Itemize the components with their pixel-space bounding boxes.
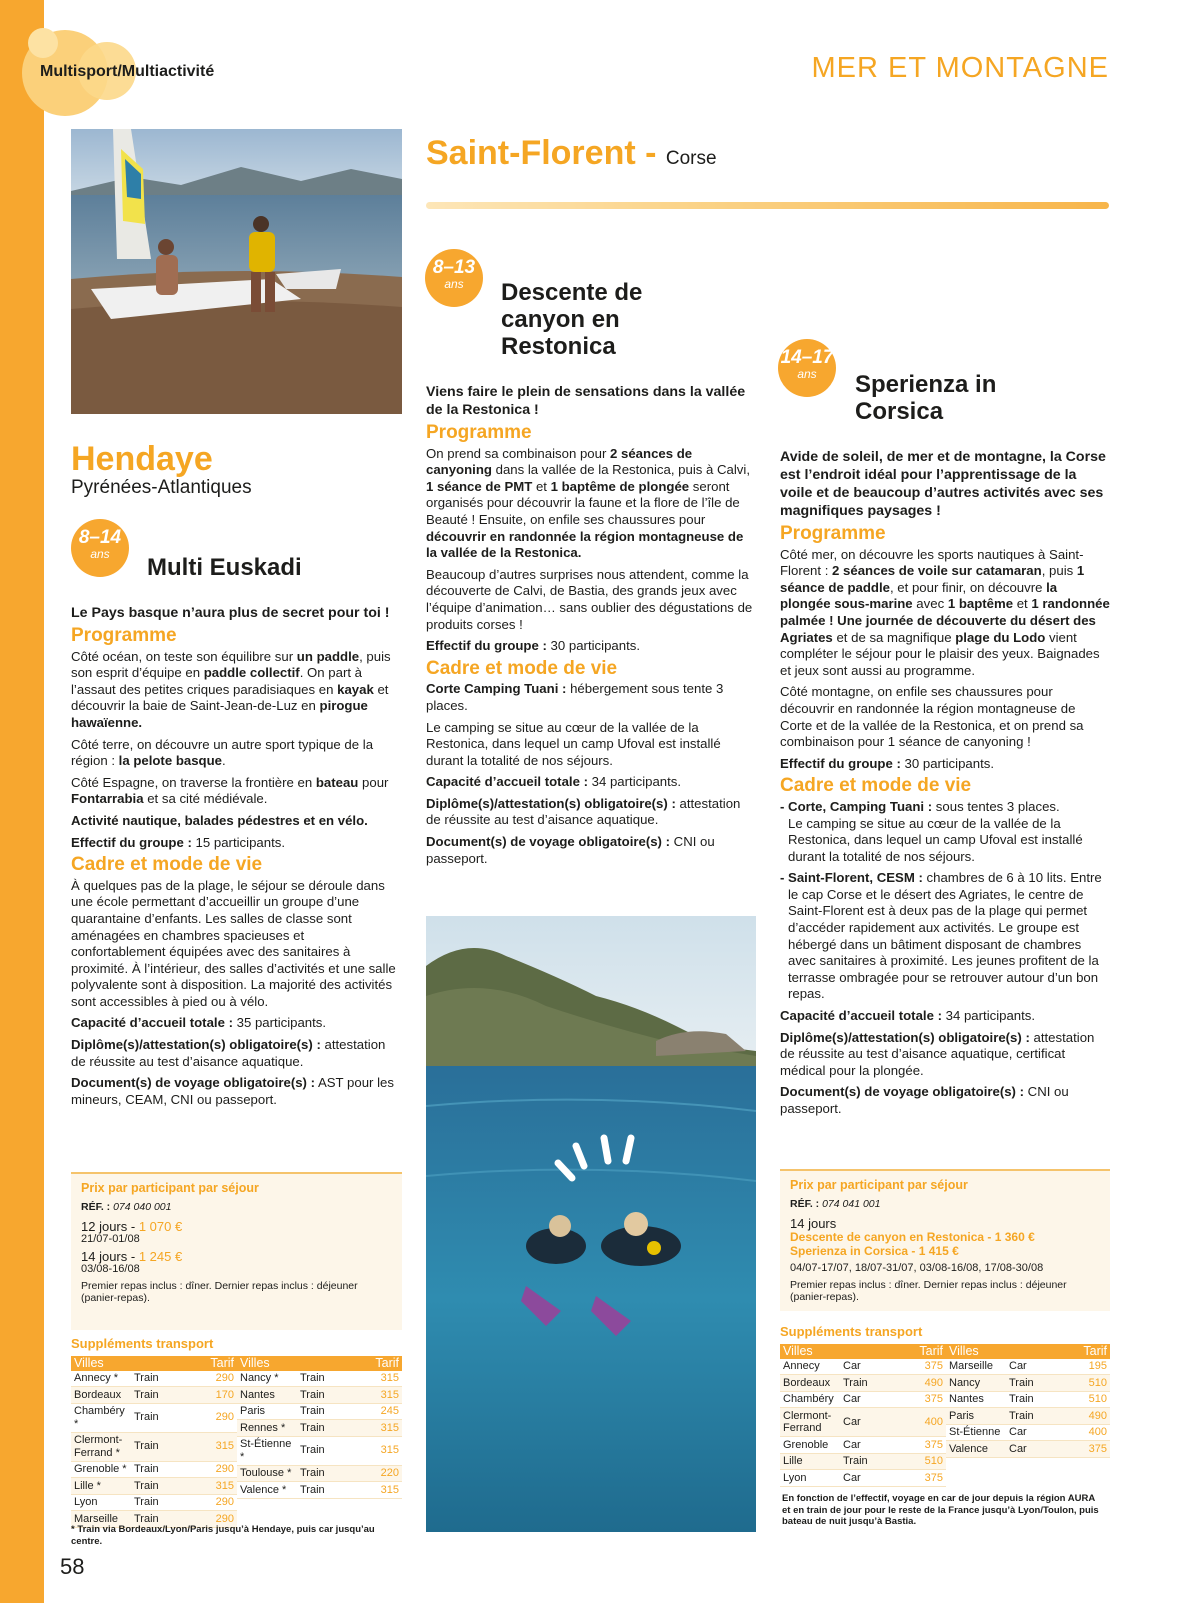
table-row xyxy=(780,1391,946,1408)
meal-note: Premier repas inclus : dîner. Dernier repas inclus : déjeuner (panier-repas). xyxy=(81,1280,358,1304)
price-cell: 400 xyxy=(1059,1424,1110,1441)
transport-supplements-title: Suppléments transport xyxy=(780,1324,923,1339)
dates: 03/08-16/08 xyxy=(81,1263,140,1275)
table-row xyxy=(946,1441,1110,1458)
transport-supplements-title: Suppléments transport xyxy=(71,1336,214,1351)
table-row xyxy=(71,1432,237,1461)
city-cell: Nancy * xyxy=(237,1371,297,1387)
intro-text: Le Pays basque n’aura plus de secret pour toi ! xyxy=(71,605,390,621)
page-number: 58 xyxy=(60,1554,85,1579)
mode-cell: Train xyxy=(840,1375,894,1392)
corte-lodging: - Corte, Camping Tuani : sous tentes 3 places. xyxy=(780,798,1060,814)
city-cell: Nantes xyxy=(237,1387,297,1404)
header-villes: Villes xyxy=(780,1344,840,1359)
programme-paragraph: Côté Espagne, on traverse la frontière en bateau pour Fontarrabia et sa cité médiévale. xyxy=(71,774,389,807)
price-cell: 490 xyxy=(894,1375,946,1392)
price-cell: 245 xyxy=(350,1403,402,1420)
reference: RÉF. : 074 040 001 xyxy=(81,1201,172,1213)
table-row xyxy=(780,1359,946,1375)
city-cell: Paris xyxy=(237,1403,297,1420)
mode-cell: Train xyxy=(297,1436,350,1465)
diploma: Diplôme(s)/attestation(s) obligatoire(s) : attestation de réussite au test d’aisance aquatique, certificat médical pour la plongée. xyxy=(780,1029,1095,1078)
city-cell: Grenoble xyxy=(780,1437,840,1454)
city-cell: Rennes * xyxy=(237,1420,297,1437)
price-cell: 290 xyxy=(185,1461,237,1478)
section-label: Multisport/Multiactivité xyxy=(40,63,215,80)
age-range: 14–17 xyxy=(780,347,834,368)
transport-table xyxy=(237,1356,402,1499)
city-cell: Valence * xyxy=(237,1482,297,1499)
price-cell: 290 xyxy=(185,1371,237,1387)
price-cell: 290 xyxy=(185,1511,237,1528)
mode-cell: Car xyxy=(1006,1424,1059,1441)
dates: 21/07-01/08 xyxy=(81,1233,140,1245)
header-tarif: Tarif xyxy=(1059,1344,1110,1359)
mode-cell: Train xyxy=(297,1387,350,1404)
price-cell: 375 xyxy=(894,1359,946,1375)
mode-cell: Train xyxy=(131,1371,185,1387)
table-row xyxy=(946,1375,1110,1392)
programme-paragraph: Côté océan, on teste son équilibre sur un paddle, puis son esprit d’équipe en paddle collectif. On part à l’assaut des petites criques paradisiaques en kayak et découvrir la baie de Saint-Jean-de-Luz en pirogue hawaïenne. xyxy=(71,648,391,730)
capacity: Capacité d’accueil totale : 34 participants. xyxy=(780,1008,1036,1024)
price-cell: 290 xyxy=(185,1494,237,1511)
region-subtitle: Pyrénées-Atlantiques xyxy=(71,477,252,498)
price-cell: 375 xyxy=(894,1437,946,1454)
price-cell: 170 xyxy=(185,1387,237,1404)
table-row xyxy=(780,1408,946,1437)
city-cell: Chambéry * xyxy=(71,1403,131,1432)
age-unit: ans xyxy=(797,367,817,381)
transport-footnote: En fonction de l’effectif, voyage en car de jour depuis la région AURA et en train de jour pour le reste de la France jusqu’à Lyon/Toulon, puis bateau de nuit jusqu’à Bastia. xyxy=(782,1493,1099,1527)
snorkeling-photo xyxy=(426,916,756,1532)
city-cell: St-Étienne xyxy=(946,1424,1006,1441)
age-unit: ans xyxy=(444,277,464,291)
city-cell: Paris xyxy=(946,1408,1006,1425)
transport-footnote: * Train via Bordeaux/Lyon/Paris jusqu’à Hendaye, puis car jusqu’au centre. xyxy=(71,1524,375,1547)
city-cell: Grenoble * xyxy=(71,1461,131,1478)
price-cell: 510 xyxy=(1059,1391,1110,1408)
camping-line: Corte Camping Tuani : hébergement sous tente 3 places. xyxy=(426,681,724,713)
group-size: Effectif du groupe : 30 participants. xyxy=(780,755,994,771)
table-row xyxy=(71,1387,237,1404)
price-cell: 510 xyxy=(1059,1375,1110,1392)
capacity: Capacité d’accueil totale : 34 participants. xyxy=(426,774,682,790)
travel-documents: Document(s) de voyage obligatoire(s) : CNI ou passeport. xyxy=(780,1084,1069,1116)
city-cell: Marseille xyxy=(71,1511,131,1528)
duration-price: 14 jours - 1 245 € xyxy=(81,1249,183,1264)
cadre-heading: Cadre et mode de vie xyxy=(71,854,263,876)
city-cell: Lille * xyxy=(71,1478,131,1495)
mode-cell: Train xyxy=(1006,1391,1059,1408)
table-row xyxy=(71,1403,237,1432)
mode-cell: Train xyxy=(297,1403,350,1420)
table-row xyxy=(946,1391,1110,1408)
price-cell: 315 xyxy=(350,1387,402,1404)
cadre-heading: Cadre et mode de vie xyxy=(426,657,618,679)
cadre-heading: Cadre et mode de vie xyxy=(780,775,972,797)
transport-table xyxy=(71,1356,237,1528)
table-row xyxy=(780,1453,946,1470)
mode-cell: Train xyxy=(297,1482,350,1499)
group-size: Effectif du groupe : 15 participants. xyxy=(71,834,285,850)
activity-title: Descente de canyon en Restonica xyxy=(501,279,643,360)
age-badge xyxy=(425,249,483,307)
header-tarif: Tarif xyxy=(350,1356,402,1371)
mode-cell: Train xyxy=(131,1511,185,1528)
table-row xyxy=(780,1375,946,1392)
mode-cell: Train xyxy=(1006,1375,1059,1392)
price-cell: 375 xyxy=(894,1470,946,1487)
region-subtitle: Corse xyxy=(665,148,717,169)
table-row xyxy=(946,1359,1110,1375)
cesm-lodging: - Saint-Florent, CESM : chambres de 6 à 10 lits. Entre le cap Corse et le désert des Agriates, le centre de Saint-Florent est à deux pas de la plage qui permet d’accéder rapidement aux activités. Le groupe est hébergé dans un bâtiment disposant de chambres avec sanitaires à proximité. Les jeunes profitent de la terrasse ombragée pour se retrouver autour d’un bon repas. xyxy=(780,870,1102,1002)
mode-cell: Train xyxy=(297,1465,350,1482)
city-cell: Toulouse * xyxy=(237,1465,297,1482)
city-cell: Nantes xyxy=(946,1391,1006,1408)
city-cell: Clermont-Ferrand * xyxy=(71,1432,131,1461)
programme-paragraph: On prend sa combinaison pour 2 séances de canyoning dans la vallée de la Restonica, puis à Calvi, 1 séance de PMT et 1 baptême de plongée seront organisés pour découvrir la faune et la flore de l’île de Beauté ! Ensuite, on enfile ses chaussures pour découvrir en randonnée la région montagneuse de la vallée de la Restonica. xyxy=(426,445,750,561)
sperienza-body xyxy=(780,448,1110,1123)
price-cell: 195 xyxy=(1059,1359,1110,1375)
place-title: Hendaye xyxy=(71,440,213,478)
mode-cell: Train xyxy=(131,1478,185,1495)
city-cell: Nancy xyxy=(946,1375,1006,1392)
city-cell: Bordeaux xyxy=(71,1387,131,1404)
table-row xyxy=(237,1436,402,1465)
price-cell: 510 xyxy=(894,1453,946,1470)
table-row xyxy=(780,1470,946,1487)
duration-price: 12 jours - 1 070 € xyxy=(81,1219,183,1234)
canyon-body xyxy=(426,383,756,872)
age-range: 8–13 xyxy=(432,257,476,278)
page-edge-band xyxy=(0,0,44,1603)
age-range: 8–14 xyxy=(78,527,122,548)
programme-paragraph: Côté mer, on découvre les sports nautiques à Saint-Florent : 2 séances de voile sur catamaran, puis 1 séance de paddle, et pour finir, on découvre la plongée sous-marine avec 1 baptême et 1 randonnée palmée ! Une journée de découverte du désert des Agriates et de sa magnifique plage du Lodo vient compléter le séjour pour le plaisir des yeux. Baignades et jeux sont aussi au programme. xyxy=(780,546,1110,678)
header-villes: Villes xyxy=(237,1356,297,1371)
age-unit: ans xyxy=(90,547,110,561)
price-cell: 315 xyxy=(350,1371,402,1387)
mode-cell: Train xyxy=(131,1461,185,1478)
table-row xyxy=(780,1437,946,1454)
option-price: Descente de canyon en Restonica - 1 360 € xyxy=(790,1230,1035,1244)
activity-title: Multi Euskadi xyxy=(147,554,302,581)
place-title: Saint-Florent - xyxy=(426,134,666,172)
table-row xyxy=(71,1478,237,1495)
header-tarif: Tarif xyxy=(894,1344,946,1359)
table-row xyxy=(71,1494,237,1511)
price-title: Prix par participant par séjour xyxy=(81,1181,259,1195)
table-row xyxy=(237,1482,402,1499)
table-row xyxy=(237,1371,402,1387)
diploma: Diplôme(s)/attestation(s) obligatoire(s) : attestation de réussite au test d’aisance aquatique. xyxy=(426,795,741,828)
city-cell: Annecy * xyxy=(71,1371,131,1387)
city-cell: St-Étienne * xyxy=(237,1436,297,1465)
programme-paragraph: Côté montagne, on enfile ses chaussures pour découvrir en randonnée la région montagneuse de Corte et de la vallée de la Restonica, et on prend sa combinaison pour 1 séance de canyoning ! xyxy=(780,684,1084,750)
header-villes: Villes xyxy=(946,1344,1006,1359)
intro-text: Viens faire le plein de sensations dans la vallée de la Restonica ! xyxy=(426,384,746,418)
price-cell: 315 xyxy=(350,1420,402,1437)
mode-cell: Train xyxy=(131,1403,185,1432)
mode-cell: Train xyxy=(131,1432,185,1461)
age-badge xyxy=(778,339,836,397)
city-cell: Lyon xyxy=(780,1470,840,1487)
table-row xyxy=(237,1465,402,1482)
price-box xyxy=(780,1169,1110,1311)
activity-title: Sperienza in Corsica xyxy=(855,371,997,425)
price-title: Prix par participant par séjour xyxy=(790,1178,968,1192)
city-cell: Lille xyxy=(780,1453,840,1470)
header-tarif: Tarif xyxy=(185,1356,237,1371)
option-price: Sperienza in Corsica - 1 415 € xyxy=(790,1244,959,1258)
dates: 04/07-17/07, 18/07-31/07, 03/08-16/08, 17/08-30/08 xyxy=(790,1262,1044,1274)
title-underline xyxy=(426,202,1109,209)
city-cell: Bordeaux xyxy=(780,1375,840,1392)
price-cell: 315 xyxy=(185,1432,237,1461)
city-cell: Marseille xyxy=(946,1359,1006,1375)
meal-note: Premier repas inclus : dîner. Dernier repas inclus : déjeuner (panier-repas). xyxy=(790,1279,1067,1303)
programme-heading: Programme xyxy=(71,625,177,646)
capacity: Capacité d’accueil totale : 35 participants. xyxy=(71,1015,327,1031)
mode-cell: Train xyxy=(297,1420,350,1437)
table-row xyxy=(71,1461,237,1478)
transport-table xyxy=(780,1344,946,1487)
mode-cell: Train xyxy=(1006,1408,1059,1425)
price-cell: 290 xyxy=(185,1403,237,1432)
price-cell: 315 xyxy=(350,1436,402,1465)
table-row xyxy=(946,1408,1110,1425)
travel-documents: Document(s) de voyage obligatoire(s) : AST pour les mineurs, CEAM, CNI ou passeport. xyxy=(71,1075,394,1107)
price-cell: 315 xyxy=(350,1482,402,1499)
price-box xyxy=(71,1172,402,1330)
group-size: Effectif du groupe : 30 participants. xyxy=(426,638,640,654)
mode-cell: Car xyxy=(840,1391,894,1408)
city-cell: Annecy xyxy=(780,1359,840,1375)
mode-cell: Train xyxy=(297,1371,350,1387)
table-row xyxy=(237,1420,402,1437)
catamaran-photo xyxy=(71,129,402,414)
stflorent-title xyxy=(426,134,717,173)
programme-paragraph: Côté terre, on découvre un autre sport typique de la région : la pelote basque. xyxy=(71,736,374,769)
city-cell: Valence xyxy=(946,1441,1006,1458)
duration: 14 jours xyxy=(790,1216,837,1231)
programme-paragraph: Beaucoup d’autres surprises nous attendent, comme la découverte de Calvi, de Bastia, des grands jeux avec l’équipe d’animation… sans oublier des dégustations de produits corses ! xyxy=(426,566,753,632)
city-cell: Chambéry xyxy=(780,1391,840,1408)
mode-cell: Train xyxy=(131,1387,185,1404)
header-villes: Villes xyxy=(71,1356,131,1371)
price-cell: 400 xyxy=(894,1408,946,1437)
theme-title: MER ET MONTAGNE xyxy=(811,52,1109,84)
mode-cell: Train xyxy=(131,1494,185,1511)
age-badge xyxy=(71,519,129,577)
travel-documents: Document(s) de voyage obligatoire(s) : CNI ou passeport. xyxy=(426,834,715,866)
mode-cell: Car xyxy=(840,1470,894,1487)
mode-cell: Car xyxy=(840,1408,894,1437)
programme-heading: Programme xyxy=(426,422,532,443)
mode-cell: Car xyxy=(1006,1359,1059,1375)
city-cell: Clermont-Ferrand xyxy=(780,1408,840,1437)
reference: RÉF. : 074 041 001 xyxy=(790,1198,881,1210)
cadre-text: À quelques pas de la plage, le séjour se déroule dans une école permettant d’accueillir un groupe d’une quarantaine d’enfants. Les salles de classe sont aménagées en chambres spacieuses et confortablement équipées avec des sanitaires à proximité. À l’intérieur, des salles d’activités et une salle polyvalente sont à disposition. La majorité des activités sont accessibles à pied ou à vélo. xyxy=(71,877,396,1009)
mode-cell: Car xyxy=(840,1437,894,1454)
diploma: Diplôme(s)/attestation(s) obligatoire(s) : attestation de réussite au test d’aisance aquatique. xyxy=(71,1037,386,1069)
hendaye-body xyxy=(71,604,402,1113)
table-row xyxy=(237,1387,402,1404)
table-row xyxy=(71,1371,237,1387)
price-cell: 315 xyxy=(185,1478,237,1495)
mode-cell: Car xyxy=(840,1359,894,1375)
camping-text: Le camping se situe au cœur de la vallée de la Restonica, dans lequel un camp Ufoval est installé durant la totalité de nos séjours. xyxy=(426,719,721,768)
intro-text: Avide de soleil, de mer et de montagne, la Corse est l’endroit idéal pour l’apprentissage de la voile et de beaucoup d’autres activités avec ses magnifiques paysages ! xyxy=(780,449,1106,519)
city-cell: Lyon xyxy=(71,1494,131,1511)
price-cell: 490 xyxy=(1059,1408,1110,1425)
price-cell: 220 xyxy=(350,1465,402,1482)
mode-cell: Train xyxy=(840,1453,894,1470)
corte-text: Le camping se situe au cœur de la vallée de la Restonica, dans lequel un camp Ufoval est installé durant la totalité de nos séjours. xyxy=(788,815,1083,864)
programme-heading: Programme xyxy=(780,523,886,544)
table-row xyxy=(946,1424,1110,1441)
transport-table xyxy=(946,1344,1110,1458)
price-cell: 375 xyxy=(894,1391,946,1408)
price-cell: 375 xyxy=(1059,1441,1110,1458)
table-row xyxy=(237,1403,402,1420)
activities-line: Activité nautique, balades pédestres et en vélo. xyxy=(71,812,368,828)
hendaye-column xyxy=(71,440,402,497)
mode-cell: Car xyxy=(1006,1441,1059,1458)
decorative-circle xyxy=(28,28,58,58)
